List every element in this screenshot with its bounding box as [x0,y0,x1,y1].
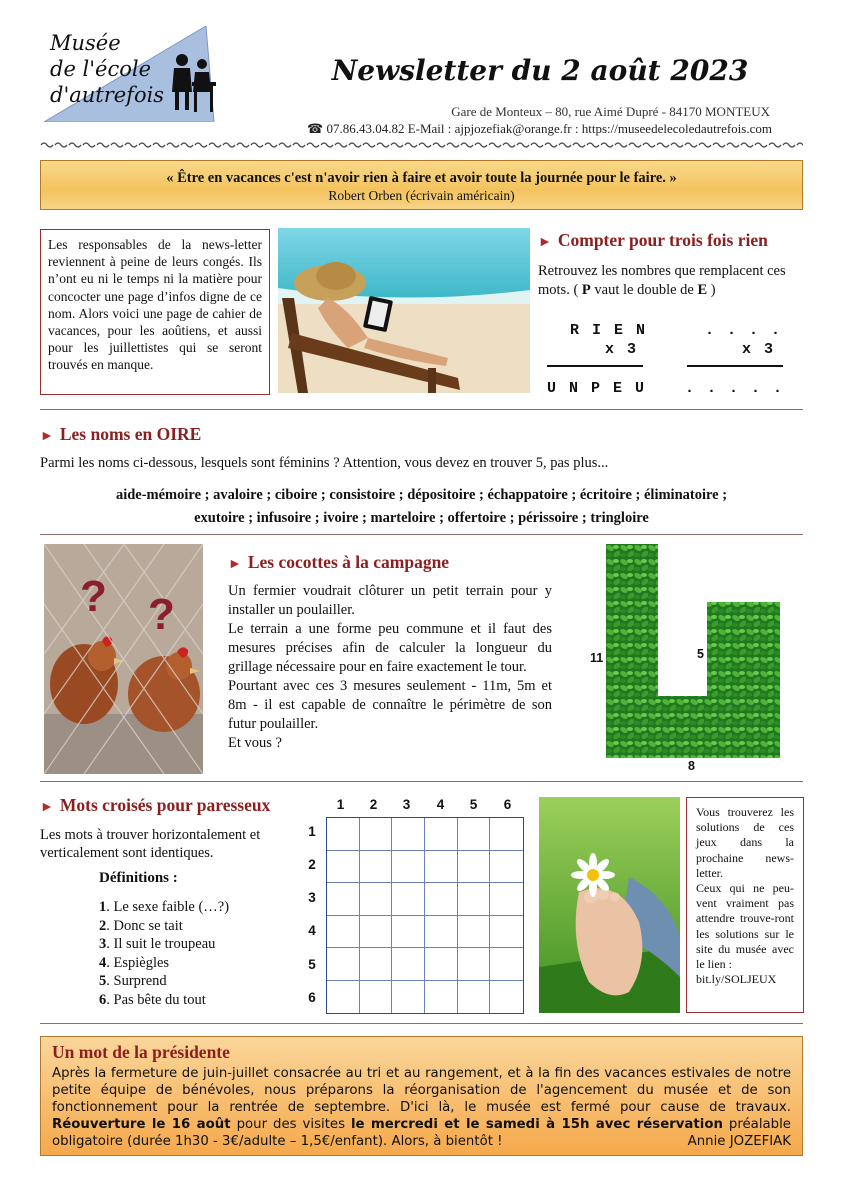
puzzle-left-rule [547,365,643,367]
crossword-cell[interactable] [425,916,458,949]
row-number: 1 [308,824,316,839]
row-number: 5 [308,957,316,972]
puzzle-left-top: R I E N [570,322,648,339]
oire-word-list: aide-mémoire ; avaloire ; ciboire ; consistoire ; dépositoire ; échappatoire ; écritoire ; éliminatoire ; exutoire ; infusoire ; ivoire ; marteloire ; offertoire ; périssoire ; tringloire [115,487,728,526]
puzzle-left-result: U N P E U [547,380,647,397]
crossword-cell[interactable] [360,883,393,916]
crossword-cell[interactable] [490,916,523,949]
definition-item: 4. Espiègles [99,954,170,971]
crossword-intro: Les mots à trouver horizontalement et verticalement sont identiques. [40,827,261,861]
row-number: 4 [308,923,316,938]
definition-item: 5. Surprend [99,973,167,990]
feet-flower-image [539,797,680,1013]
puzzle-right-top: . . . . [705,322,783,339]
quote-text: « Être en vacances c'est n'avoir rien à faire et avoir toute la journée pour le faire. » [166,170,677,186]
crossword-cell[interactable] [458,883,491,916]
definition-item: 1. Le sexe faible (…?) [99,899,230,915]
solutions-text-1: Vous trouverez les solutions de ces jeux dans la prochaine news-letter. [696,805,794,880]
column-number: 4 [436,797,445,812]
museum-logo [44,26,224,122]
definition-item: 6. Pas bête du tout [99,991,206,1008]
row-number: 6 [308,990,316,1005]
president-text: Après la fermeture de juin-juillet consacrée au tri et au rangement, et à la fin des vacances estivales de notre petite équipe de bénévoles, nous préparons la réorganisation de l'agencement du musée et de son fonctionnement pour la rentrée de septembre. D'ici là, le musée est fermé pour cause de travaux. Réouverture le 16 août pour des visites le mercredi et le samedi à 15h avec réservation préalable obligatoire (durée 1h30 - 3€/adulte – 1,5€/enfant). Alors, à bientôt ! Annie JOZEFIAK [52,1066,791,1149]
puzzle-right-result: . . . . . [685,380,785,397]
crossword-cell[interactable] [327,948,360,981]
crossword-cell[interactable] [360,981,393,1014]
crossword-cell[interactable] [490,981,523,1014]
crossword-cell[interactable] [425,851,458,884]
president-signature: Annie JOZEFIAK [687,1134,791,1149]
section-divider [40,781,803,782]
crossword-cell[interactable] [458,981,491,1014]
solutions-box [686,797,804,1013]
section-divider [40,409,803,410]
crossword-cell[interactable] [327,851,360,884]
crossword-cell[interactable] [327,883,360,916]
column-number: 5 [469,797,478,812]
crossword-cell[interactable] [360,916,393,949]
crossword-cell[interactable] [327,818,360,851]
solutions-text-2: Ceux qui ne peu-vent vraiment pas attendre trouve-ront les solutions sur le site du musée avec le lien : [696,881,794,972]
quote-box [40,160,803,210]
oire-instructions: Parmi les noms ci-dessous, lesquels sont féminins ? Attention, vous devez en trouver 5, pas plus... [40,455,609,471]
crossword-cell[interactable] [392,981,425,1014]
section-title-compter: ► Compter pour trois fois rien [538,230,768,250]
column-number: 3 [402,797,411,812]
question-mark-1: ? [80,572,107,621]
crossword-cell[interactable] [490,883,523,916]
crossword-cell[interactable] [458,916,491,949]
crossword-cell[interactable] [425,981,458,1014]
section-divider [40,1023,803,1024]
definition-item: 3. Il suit le troupeau [99,936,216,953]
chickens-image [44,544,203,774]
crossword-cell[interactable] [458,818,491,851]
president-title: Un mot de la présidente [52,1042,230,1062]
field-shape-diagram [606,544,780,758]
compter-instructions: Retrouvez les nombres que remplacent ces mots. ( P vaut le double de E ) [538,263,786,298]
crossword-grid [326,817,524,1014]
dimension-8: 8 [688,759,695,773]
column-number: 2 [369,797,378,812]
crossword-cell[interactable] [425,883,458,916]
crossword-cell[interactable] [425,948,458,981]
arrow-icon: ► [40,429,54,444]
section-title-cocottes: ► Les cocottes à la campagne [228,552,450,572]
column-number: 6 [503,797,512,812]
contact-line [256,121,772,137]
cocottes-text: Un fermier voudrait clôturer un petit terrain pour y installer un poulailler. Le terrain a une forme peu commune et il faut des mesures précises afin de calculer la longueur du grillage nécessaire pour en faire exactement le tour. Pourtant avec ces 3 mesures seulement - 11m, 5m et 8m - il est capable de connaître le périmètre de son futur poulailler. Et vous ? [228,583,552,751]
section-divider [40,534,803,535]
crossword-cell[interactable] [360,948,393,981]
row-number: 2 [308,857,316,872]
arrow-icon: ► [40,800,54,815]
question-mark-2: ? [148,590,175,639]
puzzle-right-mult: x 3 [742,341,776,358]
quote-author: Robert Orben (écrivain américain) [328,188,515,203]
crossword-cell[interactable] [360,818,393,851]
section-title-crossword: ► Mots croisés pour paresseux [40,795,271,815]
crossword-cell[interactable] [327,981,360,1014]
crossword-cell[interactable] [490,818,523,851]
column-number: 1 [336,797,345,812]
puzzle-right-rule [687,365,783,367]
museum-address: Gare de Monteux – 80, rue Aimé Dupré - 84170 MONTEUX [451,104,770,119]
crossword-cell[interactable] [458,851,491,884]
logo-text: Musée de l'école d'autrefois [50,31,165,107]
president-message-box [40,1036,803,1156]
crossword-cell[interactable] [490,851,523,884]
crossword-cell[interactable] [425,818,458,851]
arrow-icon: ► [538,235,552,250]
definitions-title: Définitions : [99,870,178,886]
arrow-icon: ► [228,557,242,572]
definition-item: 2. Donc se tait [99,917,183,934]
crossword-cell[interactable] [392,948,425,981]
dimension-5: 5 [697,647,704,661]
crossword-cell[interactable] [392,916,425,949]
crossword-cell[interactable] [490,948,523,981]
contact-text: 07.86.43.04.82 E-Mail : ajpjozefiak@orange.fr : https://museedelecoledautrefois.com [326,121,772,136]
beach-reading-image [278,228,530,393]
ornament-divider [40,141,803,149]
row-number: 3 [308,890,316,905]
intro-box: Les responsables de la news-letter reviennent à peine de leurs congés. Ils n’ont eu ni le temps ni la matière pour concocter une page d’infos digne de ce nom. Alors voici une page de cahier de vacances, pour les aoûtiens, et aussi pour les juillettistes qui se seront trouvés en manque. [40,229,270,395]
crossword-cell[interactable] [458,948,491,981]
definitions-list [99,898,229,1010]
telephone-icon: ☎ [307,121,324,136]
solutions-link[interactable]: bit.ly/SOLJEUX [696,972,777,987]
crossword-cell[interactable] [360,851,393,884]
newsletter-title: Newsletter du 2 août 2023 [331,54,749,87]
crossword-cell[interactable] [392,851,425,884]
crossword-cell[interactable] [392,818,425,851]
crossword-cell[interactable] [392,883,425,916]
dimension-11: 11 [590,651,604,665]
crossword-cell[interactable] [327,916,360,949]
section-title-oire: ► Les noms en OIRE [40,424,202,444]
puzzle-left-mult: x 3 [605,341,639,358]
